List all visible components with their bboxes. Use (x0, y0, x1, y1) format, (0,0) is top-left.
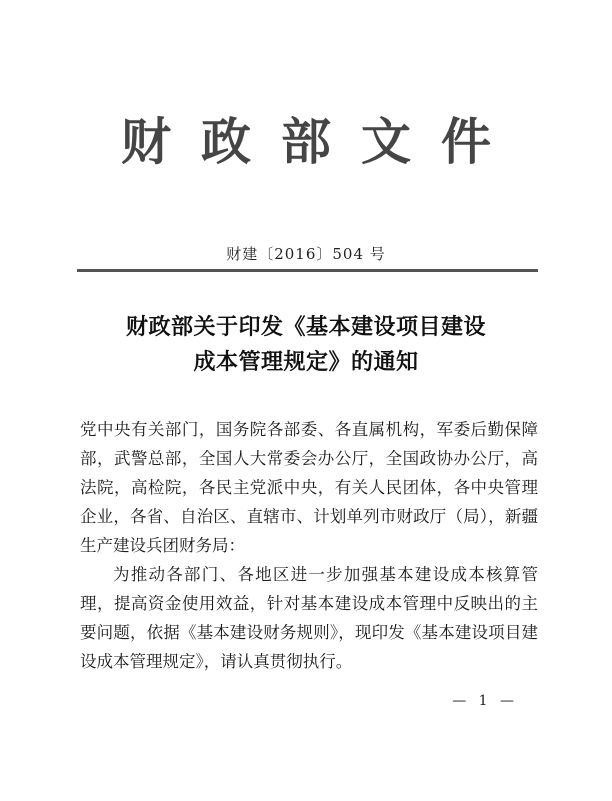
notice-body (80, 415, 538, 676)
header-divider (77, 269, 538, 272)
notice-title-line-2: 成本管理规定》的通知 (193, 349, 419, 375)
page-number: — 1 — (452, 693, 518, 709)
recipients-paragraph: 党中央有关部门，国务院各部委、各直属机构，军委后勤保障部，武警总部，全国人大常委会办公厅，全国政协办公厅，高法院，高检院，各民主党派中央，有关人民团体，各中央管理企业，各省、自治区、直辖市、计划单列市财政厅（局），新疆生产建设兵团财务局： (80, 420, 538, 555)
body-paragraph-1: 为推动各部门、各地区进一步加强基本建设成本核算管理，提高资金使用效益，针对基本建设成本管理中反映出的主要问题，依据《基本建设财务规则》，现印发《基本建设项目建设成本管理规定》，请认真贯彻执行。 (80, 565, 538, 671)
notice-title (0, 310, 612, 380)
notice-title-line-1: 财政部关于印发《基本建设项目建设 (125, 314, 486, 340)
document-number: 财建〔2016〕504 号 (226, 245, 386, 263)
issuer-header-title: 财政部文件 (121, 112, 521, 171)
